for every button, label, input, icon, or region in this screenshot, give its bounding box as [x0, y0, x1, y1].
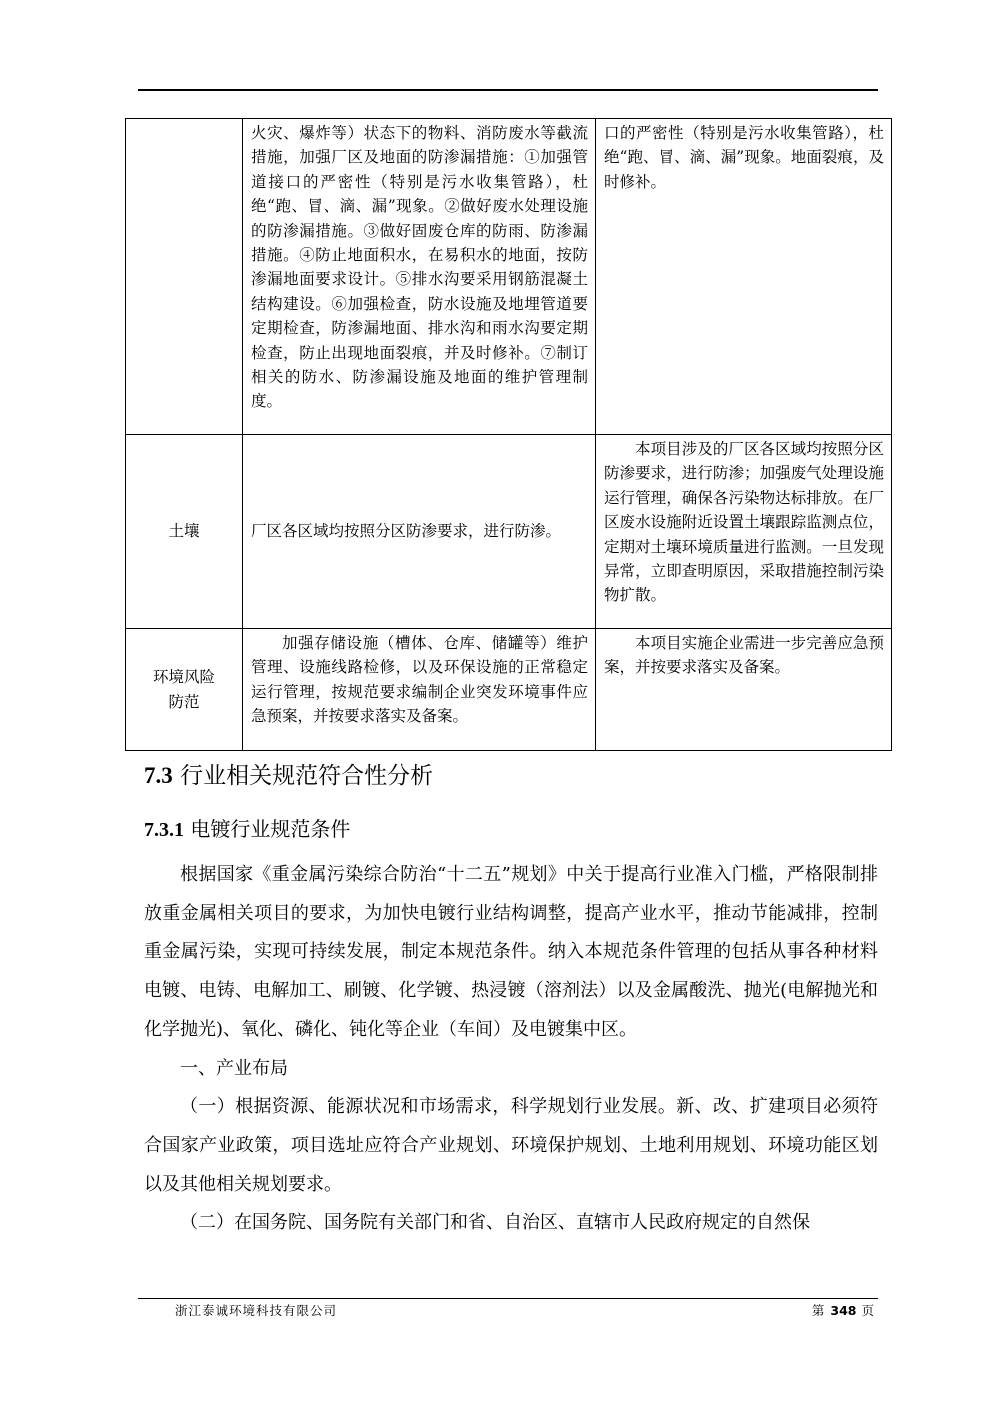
measures-table — [125, 118, 892, 751]
measure-cell: 厂区各区域均按照分区防渗要求，进行防渗。 — [243, 435, 596, 629]
requirement-cell: 口的严密性（特别是污水收集管路），杜绝“跑、冒、滴、漏”现象。地面裂痕，及时修补。 — [596, 119, 892, 435]
footer-company: 浙江泰诚环境科技有限公司 — [175, 1303, 338, 1318]
section-heading — [144, 760, 433, 792]
section-title: 行业相关规范符合性分析 — [180, 763, 434, 789]
table-row — [126, 119, 892, 435]
section-number: 7.3 — [144, 763, 173, 788]
page-number-label: 第 348 页 — [811, 1303, 875, 1318]
page-footer — [175, 1302, 875, 1320]
body-text — [144, 856, 878, 1243]
paragraph: 根据国家《重金属污染综合防治“十二五”规划》中关于提高行业准入门槛，严格限制排放重金属相关项目的要求，为加快电镀行业结构调整，提高产业水平，推动节能减排，控制重金属污染，实现可持续发展，制定本规范条件。纳入本规范条件管理的包括从事各种材料电镀、电铸、电解加工、刷镀、化学镀、热浸镀（溶剂法）以及金属酸洗、抛光(电解抛光和化学抛光)、氧化、磷化、钝化等企业（车间）及电镀集中区。 — [144, 864, 878, 1040]
page-number: 348 — [830, 1303, 857, 1318]
measure-cell: 火灾、爆炸等）状态下的物料、消防废水等截流措施，加强厂区及地面的防渗漏措施：①加强管道接口的严密性（特别是污水收集管路），杜绝“跑、冒、滴、漏”现象。②做好废水处理设施的防渗漏措施。③做好固废仓库的防雨、防渗漏措施。④防止地面积水，在易积水的地面，按防渗漏地面要求设计。⑤排水沟要采用钢筋混凝土结构建设。⑥加强检查，防水设施及地埋管道要定期检查，防渗漏地面、排水沟和雨水沟要定期检查，防止出现地面裂痕，并及时修补。⑦制订相关的防水、防渗漏设施及地面的维护管理制度。 — [243, 119, 596, 435]
paragraph: 一、产业布局 — [180, 1057, 288, 1079]
subsection-number: 7.3.1 — [144, 819, 184, 841]
paragraph: （二）在国务院、国务院有关部门和省、自治区、直辖市人民政府规定的自然保 — [180, 1212, 810, 1234]
requirement-cell: 本项目涉及的厂区各区域均按照分区防渗要求，进行防渗；加强废气处理设施运行管理，确保各污染物达标排放。在厂区废水设施附近设置土壤跟踪监测点位，定期对土壤环境质量进行监测。一旦发现异常，立即查明原因，采取措施控制污染物扩散。 — [596, 435, 892, 629]
subsection-heading — [144, 814, 350, 845]
category-cell: 土壤 — [126, 435, 243, 629]
subsection-title: 电镀行业规范条件 — [190, 817, 351, 841]
category-cell — [126, 629, 243, 751]
table-row — [126, 629, 892, 751]
header-rule — [138, 89, 878, 91]
category-line: 环境风险 — [152, 668, 215, 687]
paragraph: （一）根据资源、能源状况和市场需求，科学规划行业发展。新、改、扩建项目必须符合国家产业政策，项目选址应符合产业规划、环境保护规划、土地利用规划、环境功能区划以及其他相关规划要求。 — [144, 1096, 878, 1195]
measure-cell: 加强存储设施（槽体、仓库、储罐等）维护管理、设施线路检修，以及环保设施的正常稳定运行管理，按规范要求编制企业突发环境事件应急预案，并按要求落实及备案。 — [243, 629, 596, 751]
category-line: 防范 — [168, 692, 200, 711]
category-cell — [126, 119, 243, 435]
table-row — [126, 435, 892, 629]
requirement-cell: 本项目实施企业需进一步完善应急预案，并按要求落实及备案。 — [596, 629, 892, 751]
footer-rule — [138, 1298, 878, 1299]
